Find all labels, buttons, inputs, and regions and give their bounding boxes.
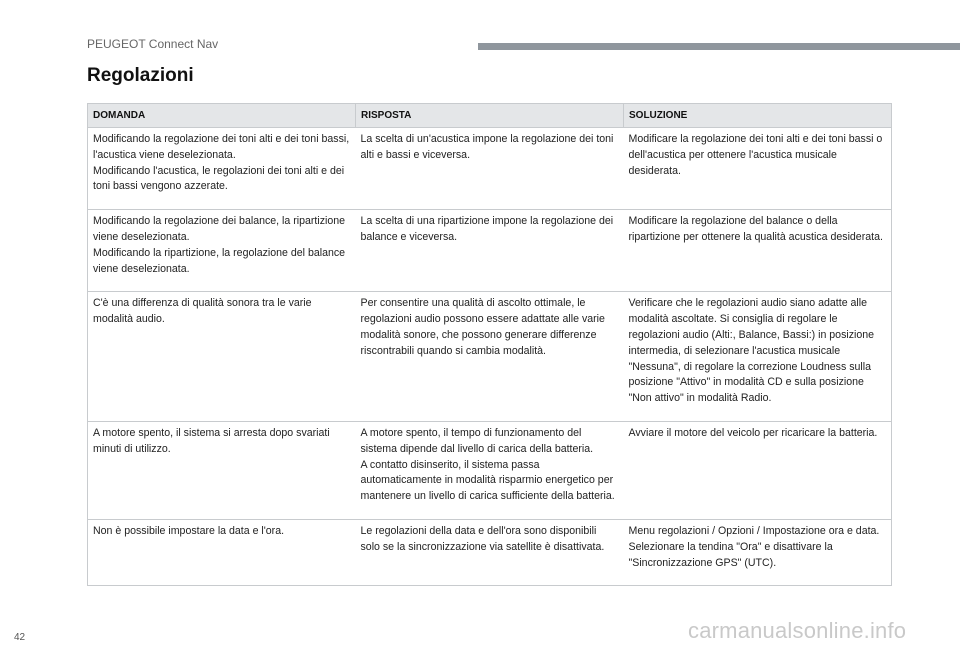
cell-text: Modificare la regolazione del balance o della ripartizione per ottenere la qualità acustica desiderata. xyxy=(628,215,883,243)
cell-text: Le regolazioni della data e dell'ora sono disponibili solo se la sincronizzazione via satellite è disattivata. xyxy=(360,524,605,553)
table-cell-domanda xyxy=(88,519,356,585)
cell-text: C'è una differenza di qualità sonora tra le varie modalità audio. xyxy=(93,297,312,326)
table-cell-domanda xyxy=(88,210,356,292)
table-row xyxy=(88,421,892,519)
troubleshooting-table xyxy=(87,103,892,586)
table-cell-soluzione xyxy=(624,421,892,519)
table-cell-domanda xyxy=(88,128,356,210)
column-header-risposta: RISPOSTA xyxy=(356,104,624,128)
table-cell-soluzione xyxy=(624,519,892,585)
cell-text: A contatto disinserito, il sistema passa automaticamente in modalità risparmio energetico per mantenere un livello di carica sufficiente della batteria. xyxy=(360,458,615,503)
table-cell-risposta xyxy=(356,128,624,210)
table-cell-domanda xyxy=(88,292,356,422)
page-number: 42 xyxy=(14,632,26,643)
table-cell-soluzione xyxy=(624,210,892,292)
table-cell-domanda xyxy=(88,421,356,519)
table-row xyxy=(88,128,892,210)
table-row xyxy=(88,292,892,422)
cell-text: A motore spento, il tempo di funzionamento del sistema dipende dal livello di carica della batteria. xyxy=(360,426,594,455)
table-cell-risposta xyxy=(356,210,624,292)
cell-text: Modificare la regolazione dei toni alti e dei toni bassi o dell'acustica per ottenere l'acustica musicale desiderata. xyxy=(628,133,883,177)
cell-text: Modificando l'acustica, le regolazioni dei toni alti e dei toni bassi vengono azzerate. xyxy=(93,164,345,193)
table-cell-risposta xyxy=(356,292,624,422)
table-cell-soluzione xyxy=(624,292,892,422)
table-row xyxy=(88,210,892,292)
cell-text: Per consentire una qualità di ascolto ottimale, le regolazioni audio possono essere adattate alle varie modalità sonore, che possono generare differenze riscontrabili quando si cambia modalità. xyxy=(360,297,605,357)
cell-text: Modificando la regolazione dei balance, la ripartizione viene deselezionata. xyxy=(93,215,346,243)
table-header-row xyxy=(88,104,892,128)
table-cell-soluzione xyxy=(624,128,892,210)
column-header-soluzione: SOLUZIONE xyxy=(624,104,892,128)
header-decorative-bar xyxy=(478,43,960,50)
cell-text: Non è possibile impostare la data e l'ora. xyxy=(93,524,285,537)
table-cell-risposta xyxy=(356,421,624,519)
document-header-title: PEUGEOT Connect Nav xyxy=(87,37,219,51)
table-body xyxy=(88,128,892,586)
cell-text: Modificando la ripartizione, la regolazione del balance viene deselezionata. xyxy=(93,246,346,275)
cell-text: Avviare il motore del veicolo per ricaricare la batteria. xyxy=(628,426,878,439)
cell-text: A motore spento, il sistema si arresta dopo svariati minuti di utilizzo. xyxy=(93,426,330,455)
cell-text: Menu regolazioni / Opzioni / Impostazione ora e data. Selezionare la tendina "Ora" e disattivare la "Sincronizzazione GPS" (UTC). xyxy=(628,524,880,569)
cell-text: La scelta di un'acustica impone la regolazione dei toni alti e bassi e viceversa. xyxy=(360,133,614,161)
cell-text: Modificando la regolazione dei toni alti e dei toni bassi, l'acustica viene deselezionata. xyxy=(93,133,350,161)
watermark-text: carmanualsonline.info xyxy=(688,618,907,643)
cell-text: Verificare che le regolazioni audio siano adatte alle modalità ascoltate. Si consiglia di regolare le regolazioni audio (Alti:, Balance, Bassi:) in posizione intermedia, di selezionare l'acustica musicale "Nessuna", di regolare la correzione Loudness sulla posizione "Attivo" in modalità CD e sulla posizione "Non attivo" in modalità Radio. xyxy=(628,297,875,405)
column-header-domanda: DOMANDA xyxy=(88,104,356,128)
page-title: Regolazioni xyxy=(87,65,194,86)
table-row xyxy=(88,519,892,585)
table-cell-risposta xyxy=(356,519,624,585)
cell-text: La scelta di una ripartizione impone la regolazione dei balance e viceversa. xyxy=(360,215,614,243)
